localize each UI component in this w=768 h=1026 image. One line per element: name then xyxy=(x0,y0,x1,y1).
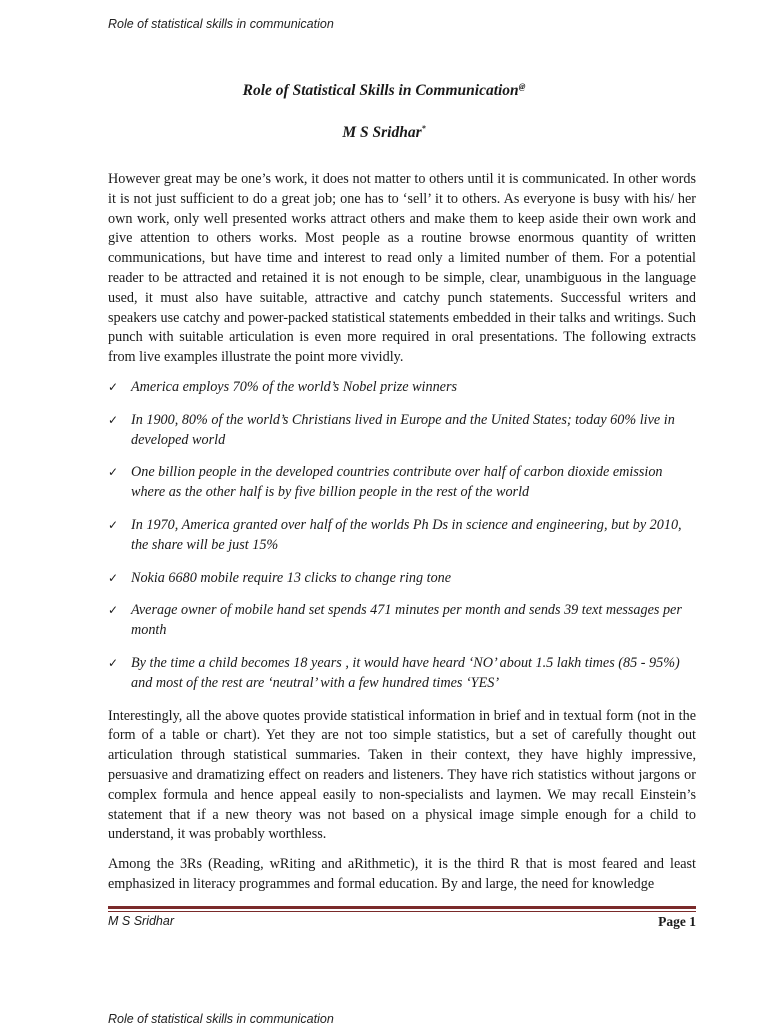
author-mark: * xyxy=(421,124,426,133)
list-item xyxy=(108,601,696,641)
title-text: Role of Statistical Skills in Communication xyxy=(242,82,519,100)
checkmark-icon: ✓ xyxy=(108,412,119,427)
list-item-text: America employs 70% of the world’s Nobel prize winners xyxy=(131,378,458,395)
list-item xyxy=(108,378,696,398)
list-item-text: Nokia 6680 mobile require 13 clicks to change ring tone xyxy=(131,569,452,586)
body-content xyxy=(108,170,696,905)
checkmark-icon: ✓ xyxy=(108,379,119,394)
list-item xyxy=(108,463,696,503)
list-item xyxy=(108,654,696,694)
title-mark: @ xyxy=(518,82,526,91)
paragraph-3rs: Among the 3Rs (Reading, wRiting and aRithmetic), it is the third R that is most feared and least emphasized in literacy programmes and formal education. By and large, the need for knowledge xyxy=(108,856,696,892)
checkmark-icon: ✓ xyxy=(108,570,119,585)
list-item-text: In 1970, America granted over half of the worlds Ph Ds in science and engineering, but by 2010, the share will be just 15% xyxy=(131,516,682,553)
checkmark-icon: ✓ xyxy=(108,603,119,618)
footer-rule-thin xyxy=(108,911,696,912)
checkmark-icon: ✓ xyxy=(108,517,119,532)
page-title xyxy=(0,82,768,100)
statistics-bullet-list xyxy=(108,378,696,694)
author-name: M S Sridhar xyxy=(342,124,422,142)
next-page-header: Role of statistical skills in communication xyxy=(108,1012,334,1026)
page-number: Page 1 xyxy=(658,914,696,929)
list-item-text: Average owner of mobile hand set spends 471 minutes per month and sends 39 text messages per month xyxy=(131,602,682,639)
list-item xyxy=(108,569,696,589)
list-item xyxy=(108,516,696,556)
checkmark-icon: ✓ xyxy=(108,655,119,670)
list-item-text: One billion people in the developed countries contribute over half of carbon dioxide emission where as the other half is by five billion people in the rest of the world xyxy=(131,464,663,501)
checkmark-icon: ✓ xyxy=(108,465,119,480)
paragraph-interpretation: Interestingly, all the above quotes provide statistical information in brief and in textual form (not in the form of a table or chart). Yet they are not too simple statistics, but a set of carefully thought out articulation through statistical summaries. Taken in their context, they have highly impressive, persuasive and dramatizing effect on readers and listeners. They have rich statistics without jargons or complex formula and hence appeal easily to non-specialists and laymen. We may recall Einstein’s statement that if a new theory was not based on a physical image simple enough for a child to understand, it was probably worthless. xyxy=(108,707,696,843)
paragraph-intro: However great may be one’s work, it does not matter to others until it is communicated. In other words it is not just sufficient to do a great job; one has to ‘sell’ it to others. As everyone is busy with his/ her own work, only well presented works attract others and make them to keep aside their own work and give attention to others works. Most people as a routine browse enormous quantity of written communications, but have time and interest to read only a limited number of them. For a potential reader to be attracted and retained it is not enough to be simple, clear, unambiguous in the language used, it must also have suitable, attractive and catchy punch statements. Successful writers and speakers use catchy and power-packed statistical statements embedded in their talks and writings. Such punch with suitable articulation is even more required in oral presentations. The following extracts from live examples illustrate the point more vividly. xyxy=(108,171,696,366)
running-header: Role of statistical skills in communication xyxy=(108,17,334,31)
footer-author: M S Sridhar xyxy=(108,914,174,928)
footer-rule-thick xyxy=(108,906,696,909)
list-item-text: By the time a child becomes 18 years , it would have heard ‘NO’ about 1.5 lakh times (85 - 95%) and most of the rest are ‘neutral’ with a few hundred times ‘YES’ xyxy=(131,654,680,691)
list-item xyxy=(108,411,696,451)
author-line xyxy=(0,124,768,142)
list-item-text: In 1900, 80% of the world’s Christians lived in Europe and the United States; today 60% live in developed world xyxy=(131,411,675,448)
